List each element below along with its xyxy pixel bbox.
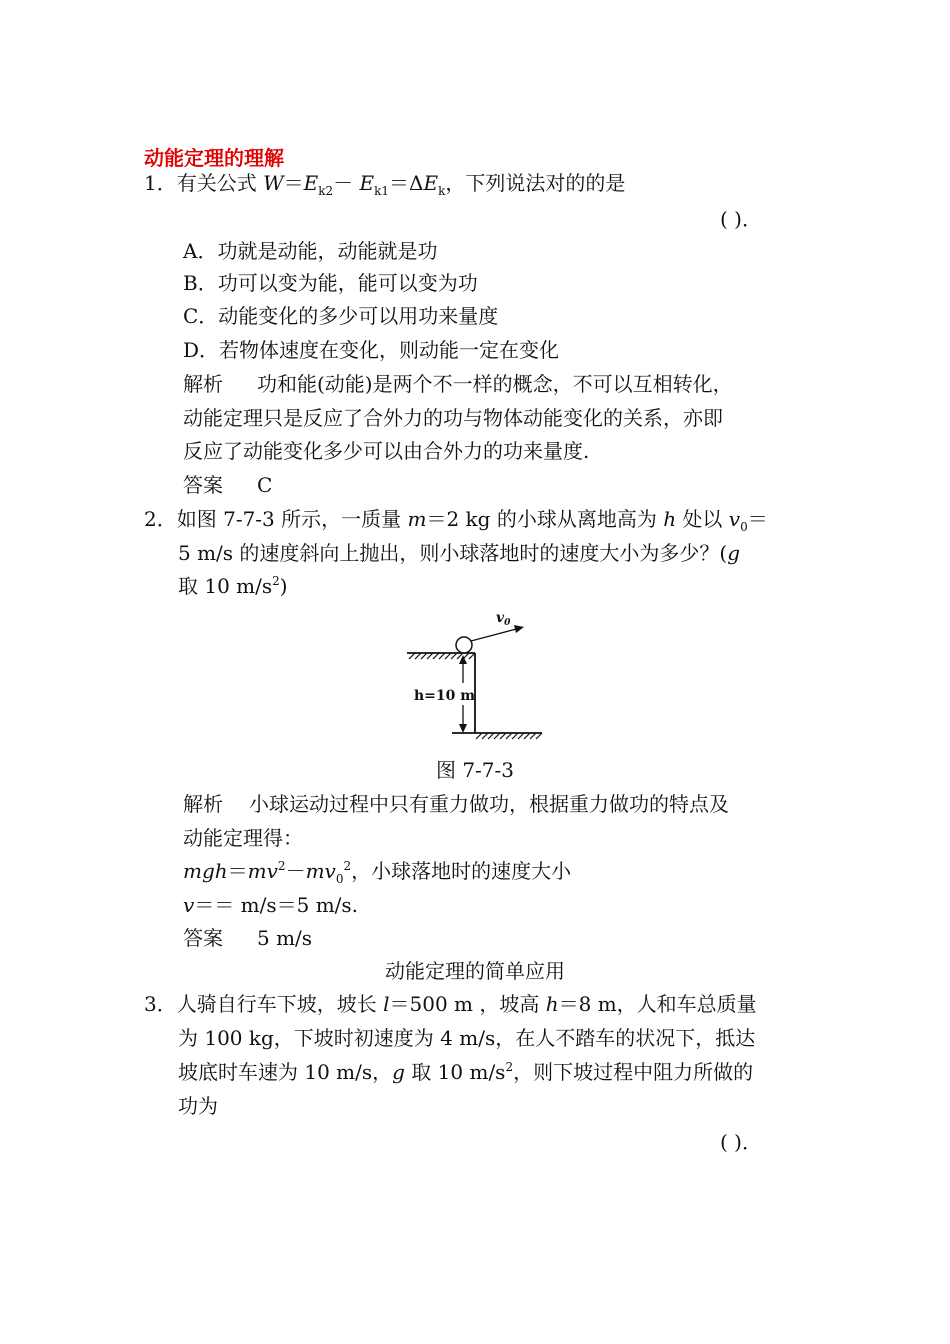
question-3-line-1: 3．人骑自行车下坡，坡长 l＝500 m ，坡高 h＝8 m，人和车总质量	[144, 992, 757, 1016]
analysis-label: 解析	[183, 372, 223, 396]
question-3-line-4: 功为	[178, 1094, 218, 1118]
analysis-1-line-3: 反应了动能变化多少可以由合外力的功来量度.	[183, 439, 590, 463]
question-3-line-2: 为 100 kg，下坡时初速度为 4 m/s，在人不踏车的状况下，抵达	[178, 1026, 756, 1050]
question-2-line-3: 取 10 $m/s^2$)	[178, 574, 288, 598]
section-title-2: 动能定理的简单应用	[385, 959, 565, 983]
answer-value: C	[257, 473, 273, 497]
height-label: h=10 m	[414, 688, 476, 704]
analysis-1-line-1: 解析 功和能(动能)是两个不一样的概念，不可以互相转化，	[183, 372, 733, 396]
answer-bracket: ( )．	[720, 207, 762, 231]
option-c: C．动能变化的多少可以用功来量度	[183, 304, 499, 328]
option-d: D．若物体速度在变化，则动能一定在变化	[183, 338, 560, 362]
answer-bracket: ( )．	[720, 1130, 762, 1154]
answer-label: 答案	[183, 473, 223, 497]
figure-caption: 图 7-7-3	[435, 758, 515, 782]
equation-energy: $mgh=mv^2-mv_0^2$，小球落地时的速度大小	[183, 859, 572, 886]
equation-speed: v＝＝ m/s＝5 m/s.	[183, 893, 359, 917]
answer-2	[183, 926, 312, 950]
section-title-1: 动能定理的理解	[144, 146, 284, 170]
question-number: 3．	[144, 992, 177, 1016]
question-2-line-1: 2．如图 7-7-3 所示，一质量 m＝2 kg 的小球从离地高为 h 处以 $v_0=$	[144, 507, 768, 534]
option-b: B．功可以变为能，能可以变为功	[183, 271, 478, 295]
velocity-arrow	[471, 625, 524, 641]
analysis-label: 解析	[183, 792, 223, 816]
figure-7-7-3	[400, 605, 560, 750]
answer-1	[183, 473, 272, 497]
question-number: 2．	[144, 507, 177, 531]
question-number: 1．	[144, 171, 177, 195]
analysis-1-line-2: 动能定理只是反应了合外力的功与物体动能变化的关系，亦即	[183, 406, 723, 430]
analysis-2-line-2: 动能定理得：	[183, 826, 303, 850]
v0-label: $v_0$	[496, 610, 511, 628]
height-arrow-head-down	[459, 724, 467, 733]
analysis-2-line-1: 解析 小球运动过程中只有重力做功，根据重力做功的特点及	[183, 792, 729, 816]
answer-value: 5 m/s	[257, 926, 313, 950]
answer-label: 答案	[183, 926, 223, 950]
option-a: A．功就是动能，动能就是功	[183, 239, 438, 263]
question-2-line-2: 5 m/s 的速度斜向上抛出，则小球落地时的速度大小为多少？(g	[178, 541, 741, 565]
bottom-ground	[452, 733, 542, 739]
top-ground	[407, 653, 475, 659]
question-1-stem: 1．有关公式 $W=E_{k2}- E_{k1}=\Delta E_k$，下列说法对的的是	[144, 171, 626, 198]
question-3-line-3: 坡底时车速为 10 m/s，g 取 10 $m/s^2$，则下坡过程中阻力所做的	[178, 1060, 754, 1084]
ball	[456, 637, 472, 653]
